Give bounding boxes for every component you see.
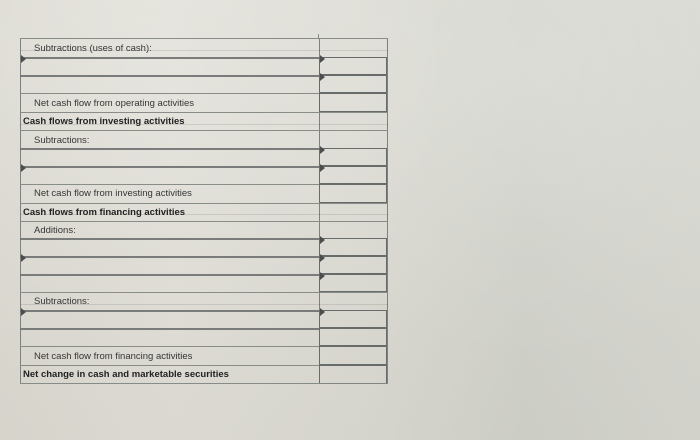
investing-input-line-2 xyxy=(20,166,319,168)
financing-additions-rule xyxy=(20,221,388,222)
financing-additions-line-2 xyxy=(20,256,319,258)
operating-amount-arrow-2 xyxy=(320,73,325,81)
operating-net-label: Net cash flow from operating activities xyxy=(34,98,194,109)
top-rule xyxy=(20,38,388,39)
financing-additions-line-1 xyxy=(20,238,319,240)
financing-subtractions-line-1 xyxy=(20,310,319,312)
investing-subheader-rule xyxy=(20,130,388,131)
financing-additions-box-3[interactable] xyxy=(319,274,387,292)
investing-amount-arrow-1 xyxy=(320,146,325,154)
financing-subtractions-box-2[interactable] xyxy=(319,328,387,346)
financing-additions-arrow-3 xyxy=(320,272,325,280)
investing-header-rule xyxy=(20,112,388,113)
right-border xyxy=(387,38,388,384)
investing-input-line-1 xyxy=(20,148,319,150)
top-column-tick xyxy=(318,34,319,39)
operating-amount-box-2[interactable] xyxy=(319,75,387,93)
operating-input-line-1 xyxy=(20,57,319,59)
financing-net-amount-box[interactable] xyxy=(319,346,387,365)
financing-header: Cash flows from financing activities xyxy=(23,207,186,218)
cash-flow-worksheet xyxy=(20,38,388,384)
financing-subtractions-box-1[interactable] xyxy=(319,310,387,328)
investing-input-arrow-2 xyxy=(21,164,26,172)
financing-additions-label: Additions: xyxy=(34,225,76,236)
financing-additions-box-1[interactable] xyxy=(319,238,387,256)
financing-additions-box-2[interactable] xyxy=(319,256,387,274)
financing-additions-arrow-1 xyxy=(320,236,325,244)
financing-subtractions-line-2 xyxy=(20,328,319,330)
financing-additions-line-3 xyxy=(20,274,319,276)
operating-input-line-2 xyxy=(20,75,319,77)
left-border xyxy=(20,38,21,384)
bottom-rule xyxy=(20,383,388,384)
financing-additions-arrow-2 xyxy=(320,254,325,262)
financing-header-rule xyxy=(20,203,388,204)
net-change-label: Net change in cash and marketable securities xyxy=(23,369,229,380)
scan-line xyxy=(20,124,388,125)
investing-amount-box-2[interactable] xyxy=(319,166,387,184)
investing-net-amount-box[interactable] xyxy=(319,184,387,203)
operating-subtractions-label: Subtractions (uses of cash): xyxy=(34,43,152,54)
investing-net-label: Net cash flow from investing activities xyxy=(34,188,192,199)
operating-net-amount-box[interactable] xyxy=(319,93,387,112)
financing-subtractions-input-arrow-1 xyxy=(21,308,26,316)
scan-line xyxy=(20,50,388,51)
financing-subtractions-label: Subtractions: xyxy=(34,296,90,307)
scan-line xyxy=(20,214,388,215)
operating-amount-arrow-1 xyxy=(320,55,325,63)
financing-subtractions-rule xyxy=(20,292,388,293)
scan-line xyxy=(20,304,388,305)
operating-input-arrow-1 xyxy=(21,55,26,63)
operating-amount-box-1[interactable] xyxy=(319,57,387,75)
financing-net-label: Net cash flow from financing activities xyxy=(34,351,193,362)
financing-subtractions-arrow-1 xyxy=(320,308,325,316)
investing-amount-box-1[interactable] xyxy=(319,148,387,166)
net-change-amount-box[interactable] xyxy=(319,365,387,384)
investing-subtractions-label: Subtractions: xyxy=(34,135,90,146)
investing-header: Cash flows from investing activities xyxy=(23,116,185,127)
investing-amount-arrow-2 xyxy=(320,164,325,172)
financing-additions-input-arrow-2 xyxy=(21,254,26,262)
